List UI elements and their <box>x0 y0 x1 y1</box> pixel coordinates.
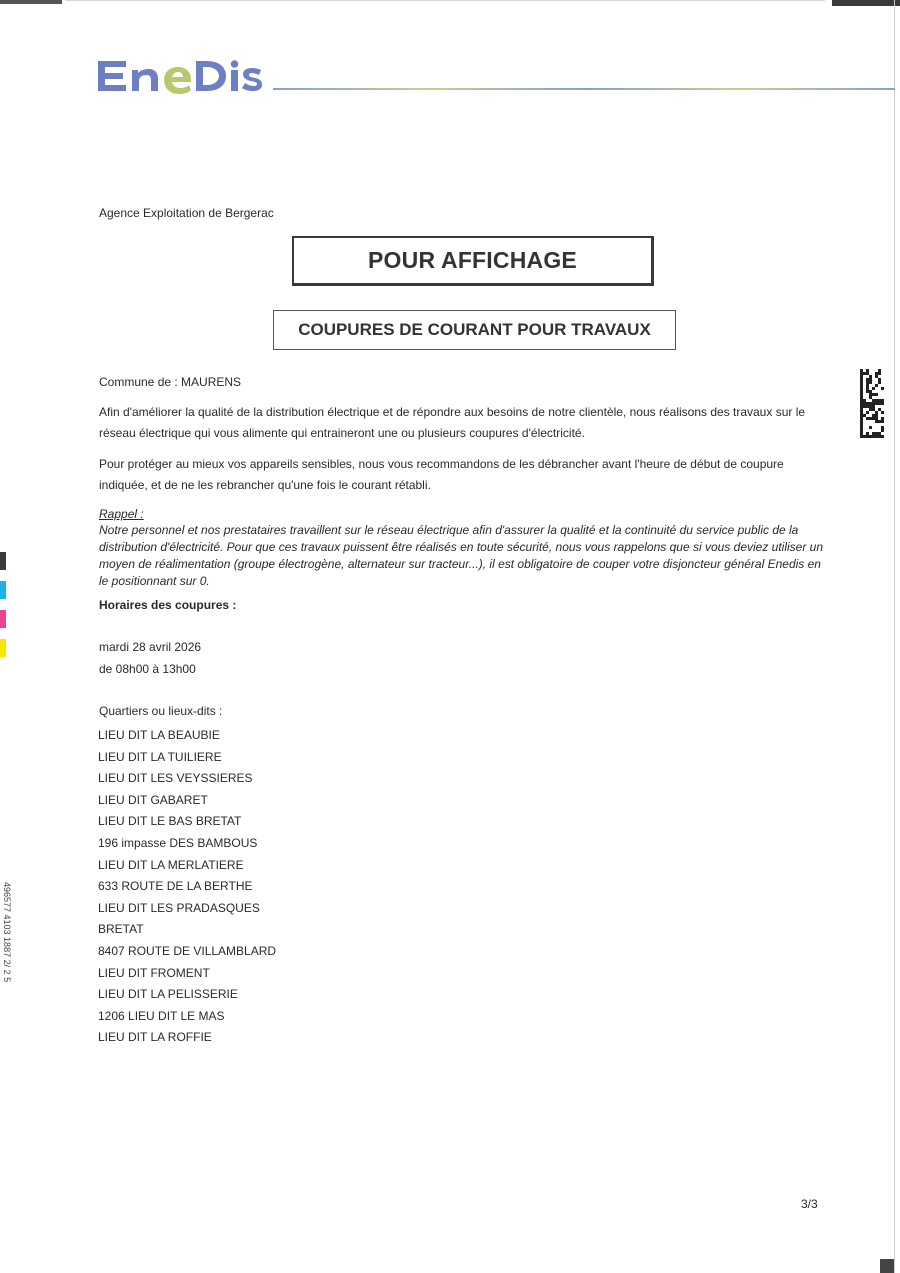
place-item: LIEU DIT LA BEAUBIE <box>98 728 220 742</box>
place-item: 633 ROUTE DE LA BERTHE <box>98 879 253 894</box>
banner-title: POUR AFFICHAGE <box>368 247 577 273</box>
datamatrix-code-icon <box>860 369 884 438</box>
place-item: LIEU DIT LA ROFFIE <box>98 1030 212 1045</box>
enedis-logo <box>92 55 262 97</box>
place-item: 8407 ROUTE DE VILLAMBLARD <box>98 943 277 958</box>
color-mark-magenta <box>0 610 6 628</box>
place-item: BRETAT <box>98 922 144 937</box>
places-list <box>98 725 276 1049</box>
place-item: LIEU DIT LES PRADASQUES <box>98 900 260 915</box>
commune-line: Commune de : MAURENS <box>99 375 242 389</box>
place-item: LIEU DIT LA PELISSERIE <box>98 987 238 1002</box>
color-mark-black <box>0 552 6 570</box>
place-item: LIEU DIT LA MERLATIERE <box>98 857 244 872</box>
scan-right-edge <box>894 0 895 1273</box>
place-item: LIEU DIT LE BAS BRETAT <box>98 814 242 829</box>
scan-corner-mark <box>880 1259 894 1273</box>
scan-top-edge <box>65 0 825 1</box>
agency-name: Agence Exploitation de Bergerac <box>99 206 274 220</box>
place-item: LIEU DIT LA TUILIERE <box>98 749 222 764</box>
outage-date: mardi 28 avril 2026 <box>99 640 202 654</box>
rappel-paragraph: Notre personnel et nos prestataires travaillent sur le réseau électrique afin d'assurer la qualité et la continuité du service public de la distribution d'électricité. Pour que ces travaux puissent être réalisés en toute sécurité, nous vous rappelons que si vous deviez utiliser un moyen de réalimentation (groupe électrogène, alternateur sur tracteur...), il est obligatoire de couper votre disjoncteur général Enedis en le positionnant sur 0. <box>99 523 824 588</box>
side-reference-code: 496577 4103 1887 2/ 2 5 <box>2 882 12 983</box>
rappel-heading: Rappel : <box>99 507 144 521</box>
banner-box <box>292 236 654 286</box>
place-item: LIEU DIT FROMENT <box>98 965 210 980</box>
scan-corner-mark <box>0 0 62 4</box>
place-item: 1206 LIEU DIT LE MAS <box>98 1008 225 1023</box>
banner-subtitle: COUPURES DE COURANT POUR TRAVAUX <box>298 320 651 339</box>
color-mark-cyan <box>0 581 6 599</box>
scan-corner-mark <box>832 0 900 6</box>
outage-time: de 08h00 à 13h00 <box>99 662 196 676</box>
print-color-marks <box>0 552 6 668</box>
places-heading: Quartiers ou lieux-dits : <box>99 704 223 718</box>
subtitle-box <box>273 310 676 350</box>
enedis-logo-mark <box>92 55 262 97</box>
place-item: LIEU DIT LES VEYSSIERES <box>98 771 253 786</box>
advice-paragraph: Pour protéger au mieux vos appareils sensibles, nous vous recommandons de les débrancher avant l'heure de début de coupure indiquée, et de ne les rebrancher qu'une fois le courant rétabli. <box>99 457 784 492</box>
place-item: 196 impasse DES BAMBOUS <box>98 835 258 850</box>
color-mark-yellow <box>0 639 6 657</box>
place-item: LIEU DIT GABARET <box>98 792 208 807</box>
intro-paragraph: Afin d'améliorer la qualité de la distribution électrique et de répondre aux besoins de notre clientèle, nous réalisons des travaux sur le réseau électrique qui vous alimente qui entraineront une ou plusieurs coupures d'électricité. <box>99 405 806 440</box>
schedule-heading: Horaires des coupures : <box>99 598 237 612</box>
page-number: 3/3 <box>801 1197 818 1211</box>
header-rule <box>273 88 895 90</box>
